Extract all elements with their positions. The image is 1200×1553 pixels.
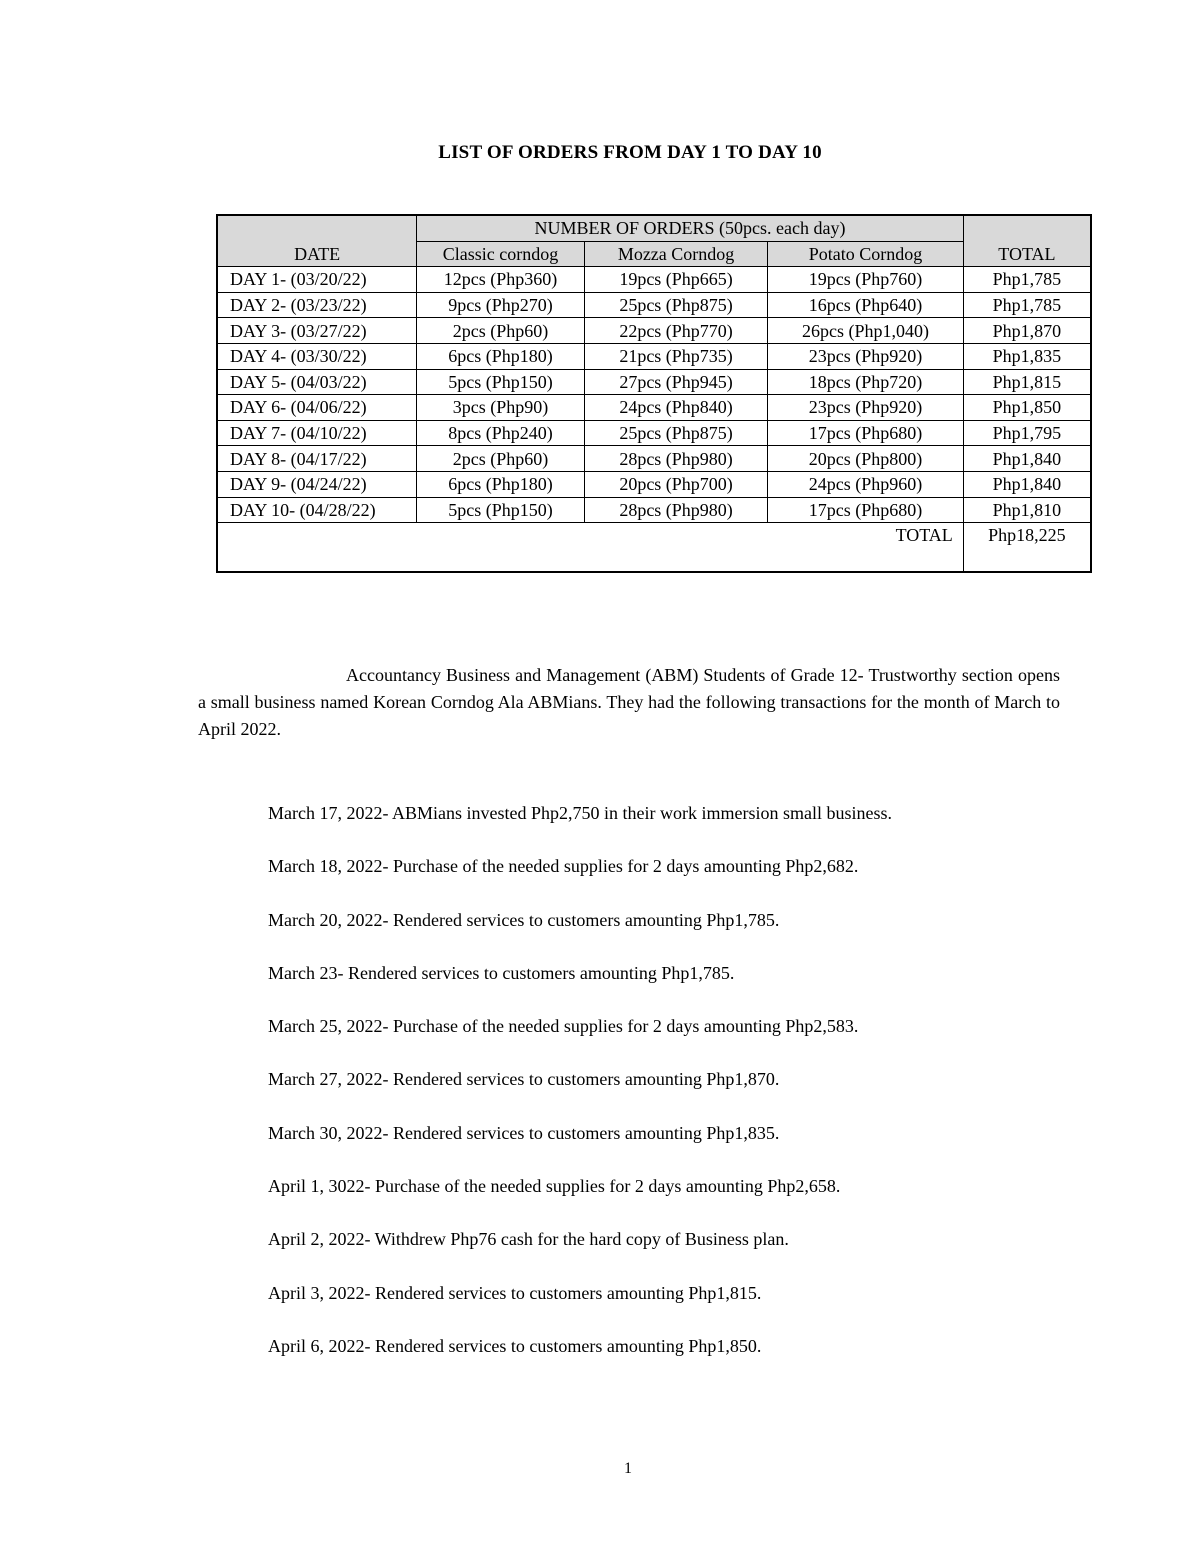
cell-classic: 5pcs (Php150) <box>417 369 585 395</box>
page-number: 1 <box>624 1460 632 1477</box>
cell-date: DAY 2- (03/23/22) <box>217 292 417 318</box>
transaction-item: March 27, 2022- Rendered services to customers amounting Php1,870. <box>268 1069 780 1090</box>
cell-potato: 18pcs (Php720) <box>768 369 963 395</box>
cell-potato: 23pcs (Php920) <box>768 395 963 421</box>
cell-total: Php1,815 <box>963 369 1091 395</box>
cell-potato: 19pcs (Php760) <box>768 267 963 293</box>
cell-mozza: 22pcs (Php770) <box>584 318 768 344</box>
cell-classic: 2pcs (Php60) <box>417 318 585 344</box>
cell-total: Php1,785 <box>963 292 1091 318</box>
transaction-item: March 23- Rendered services to customers amounting Php1,785. <box>268 962 735 983</box>
grand-total-label: TOTAL <box>217 523 963 573</box>
table-row <box>217 267 1091 293</box>
cell-potato: 23pcs (Php920) <box>768 343 963 369</box>
cell-total: Php1,795 <box>963 420 1091 446</box>
cell-total: Php1,835 <box>963 343 1091 369</box>
table-row <box>217 292 1091 318</box>
transaction-item: April 2, 2022- Withdrew Php76 cash for the hard copy of Business plan. <box>268 1229 789 1250</box>
cell-date: DAY 6- (04/06/22) <box>217 395 417 421</box>
cell-mozza: 25pcs (Php875) <box>584 420 768 446</box>
intro-paragraph <box>198 662 1060 743</box>
table-row <box>217 446 1091 472</box>
grand-total-row <box>217 523 1091 573</box>
cell-date: DAY 8- (04/17/22) <box>217 446 417 472</box>
column-header-potato: Potato Corndog <box>768 241 963 267</box>
transaction-item: March 20, 2022- Rendered services to customers amounting Php1,785. <box>268 909 780 930</box>
transaction-item: April 6, 2022- Rendered services to customers amounting Php1,850. <box>268 1335 762 1356</box>
cell-total: Php1,870 <box>963 318 1091 344</box>
cell-potato: 26pcs (Php1,040) <box>768 318 963 344</box>
cell-mozza: 28pcs (Php980) <box>584 497 768 523</box>
total-header: TOTAL <box>963 215 1091 267</box>
cell-total: Php1,810 <box>963 497 1091 523</box>
cell-total: Php1,785 <box>963 267 1091 293</box>
transaction-item: April 3, 2022- Rendered services to customers amounting Php1,815. <box>268 1282 762 1303</box>
cell-total: Php1,840 <box>963 446 1091 472</box>
transaction-item: March 30, 2022- Rendered services to customers amounting Php1,835. <box>268 1122 780 1143</box>
cell-classic: 8pcs (Php240) <box>417 420 585 446</box>
cell-date: DAY 5- (04/03/22) <box>217 369 417 395</box>
cell-date: DAY 9- (04/24/22) <box>217 471 417 497</box>
table-row <box>217 420 1091 446</box>
transactions-list <box>268 800 1148 1386</box>
cell-date: DAY 10- (04/28/22) <box>217 497 417 523</box>
cell-mozza: 28pcs (Php980) <box>584 446 768 472</box>
orders-table <box>216 214 1092 573</box>
table-row <box>217 318 1091 344</box>
cell-classic: 12pcs (Php360) <box>417 267 585 293</box>
date-header: DATE <box>217 215 417 267</box>
cell-potato: 24pcs (Php960) <box>768 471 963 497</box>
cell-mozza: 24pcs (Php840) <box>584 395 768 421</box>
transaction-item: April 1, 3022- Purchase of the needed supplies for 2 days amounting Php2,658. <box>268 1176 841 1197</box>
cell-mozza: 21pcs (Php735) <box>584 343 768 369</box>
cell-date: DAY 1- (03/20/22) <box>217 267 417 293</box>
table-row <box>217 497 1091 523</box>
cell-total: Php1,850 <box>963 395 1091 421</box>
cell-date: DAY 7- (04/10/22) <box>217 420 417 446</box>
cell-classic: 2pcs (Php60) <box>417 446 585 472</box>
cell-classic: 6pcs (Php180) <box>417 343 585 369</box>
transaction-item: March 25, 2022- Purchase of the needed supplies for 2 days amounting Php2,583. <box>268 1016 859 1037</box>
cell-classic: 9pcs (Php270) <box>417 292 585 318</box>
table-row <box>217 395 1091 421</box>
column-header-classic: Classic corndog <box>417 241 585 267</box>
grand-total-value: Php18,225 <box>963 523 1091 573</box>
cell-date: DAY 4- (03/30/22) <box>217 343 417 369</box>
column-header-mozza: Mozza Corndog <box>584 241 768 267</box>
cell-mozza: 19pcs (Php665) <box>584 267 768 293</box>
orders-table-body <box>217 267 1091 523</box>
cell-mozza: 27pcs (Php945) <box>584 369 768 395</box>
table-row <box>217 343 1091 369</box>
transaction-item: March 18, 2022- Purchase of the needed supplies for 2 days amounting Php2,682. <box>268 856 859 877</box>
cell-classic: 3pcs (Php90) <box>417 395 585 421</box>
orders-group-header: NUMBER OF ORDERS (50pcs. each day) <box>417 215 964 241</box>
transaction-item: March 17, 2022- ABMians invested Php2,750 in their work immersion small business. <box>268 803 892 823</box>
cell-potato: 17pcs (Php680) <box>768 497 963 523</box>
page-title: LIST OF ORDERS FROM DAY 1 TO DAY 10 <box>438 142 822 163</box>
cell-potato: 20pcs (Php800) <box>768 446 963 472</box>
cell-potato: 17pcs (Php680) <box>768 420 963 446</box>
cell-mozza: 25pcs (Php875) <box>584 292 768 318</box>
cell-potato: 16pcs (Php640) <box>768 292 963 318</box>
cell-classic: 5pcs (Php150) <box>417 497 585 523</box>
cell-mozza: 20pcs (Php700) <box>584 471 768 497</box>
table-row <box>217 369 1091 395</box>
table-row <box>217 471 1091 497</box>
cell-date: DAY 3- (03/27/22) <box>217 318 417 344</box>
intro-text: Accountancy Business and Management (ABM) Students of Grade 12- Trustworthy section opens a small business named Korean Corndog Ala ABMians. They had the following transactions for the month of March to April 2022. <box>198 665 1060 739</box>
cell-classic: 6pcs (Php180) <box>417 471 585 497</box>
cell-total: Php1,840 <box>963 471 1091 497</box>
